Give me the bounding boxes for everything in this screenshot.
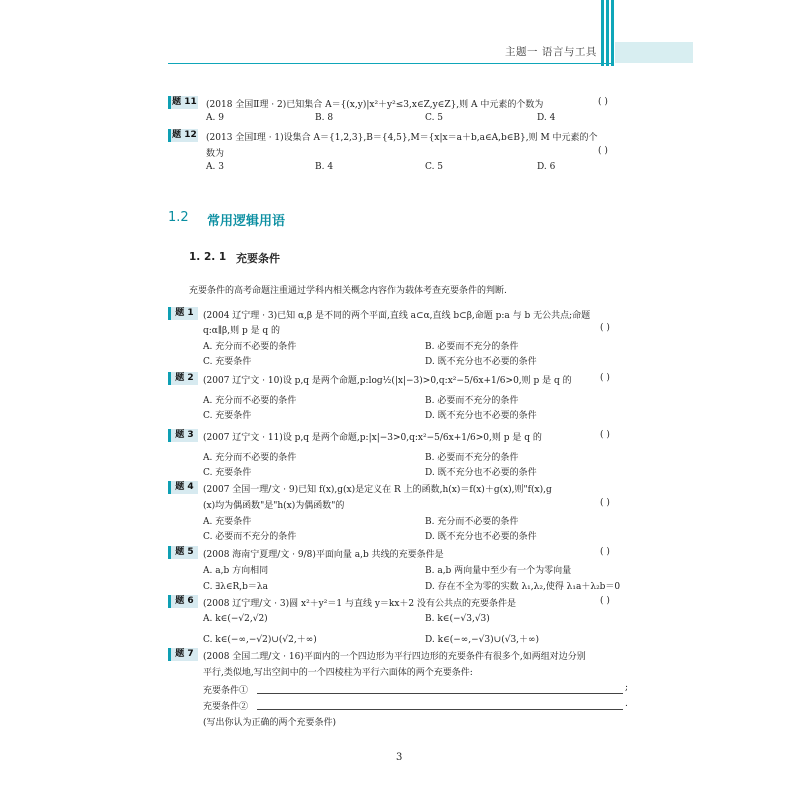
page-number: 3 [396,752,403,763]
problem-label: 题 1 [168,307,198,320]
option: B. 充分而不必要的条件 [425,517,519,527]
problem-text-cont: q:α∥β,则 p 是 q 的 [203,326,281,336]
fill-end: . [625,699,628,709]
problem-label: 题 6 [168,595,198,608]
option: B. k∈(−√3,√3) [425,614,490,624]
header-title: 主题一 语言与工具 [505,46,597,58]
option: A. a,b 方向相同 [203,566,269,576]
problem-text: (2008 全国二理/文 · 16)平面内的一个四边形为平行四边形的充要条件有很多个,如两组对边分别 [203,652,586,662]
fill-blank-1[interactable] [257,693,623,694]
problem-text: (2013 全国Ⅰ理 · 1)设集合 A＝{1,2,3},B＝{4,5},M＝{x|x＝a＋b,a∈A,b∈B},则 M 中元素的个 [206,133,598,143]
option: C. 充要条件 [203,357,252,367]
fill-blank-2[interactable] [257,709,623,710]
option: D. 存在不全为零的实数 λ₁,λ₂,使得 λ₁a＋λ₂b＝0 [425,582,621,592]
problem-label: 题 5 [168,546,198,559]
option: C. 必要而不充分的条件 [203,532,297,542]
problem-text-cont: 平行,类似地,写出空间中的一个四棱柱为平行六面体的两个充要条件: [203,668,473,678]
option: A. 充分而不必要的条件 [203,396,297,406]
option: A. 充要条件 [203,517,252,527]
option: C. 充要条件 [203,468,252,478]
problem-text: (2004 辽宁理 · 3)已知 α,β 是不同的两个平面,直线 a⊂α,直线 b⊂β,命题 p:a 与 b 无公共点;命题 [203,311,591,321]
option: A. 充分而不必要的条件 [203,453,297,463]
subsection-number: 1. 2. 1 [189,251,227,263]
option: A. k∈(−√2,√2) [203,614,268,624]
problem-label: 题 11 [168,96,198,109]
problem-text: (2018 全国Ⅱ理 · 2)已知集合 A＝{(x,y)|x²＋y²≤3,x∈Z,y∈Z},则 A 中元素的个数为 [206,100,544,110]
intro-text: 充要条件的高考命题注重通过学科内相关概念内容作为载体考查充要条件的判断. [189,286,507,296]
answer-blank: ( ) [600,596,610,606]
header-rule [168,63,611,64]
problem-label: 题 2 [168,372,198,385]
section-number: 1.2 [168,210,189,225]
option: B. 8 [315,113,334,123]
option: A. 3 [206,162,224,172]
answer-blank: ( ) [600,498,610,508]
problem-text: (2007 全国一理/文 · 9)已知 f(x),g(x)是定义在 R 上的函数,h(x)＝f(x)＋g(x),则"f(x),g [203,485,552,495]
subsection-title: 充要条件 [236,252,280,265]
problem-text: (2007 辽宁文 · 11)设 p,q 是两个命题,p:|x|−3>0,q:x²−5/6x+1/6>0,则 p 是 q 的 [203,433,542,443]
problem-text: (2008 辽宁理/文 · 3)圆 x²＋y²＝1 与直线 y＝kx＋2 没有公共点的充要条件是 [203,599,517,609]
option: C. k∈(−∞,−√2)∪(√2,＋∞) [203,635,317,645]
option: D. k∈(−∞,−√3)∪(√3,＋∞) [425,635,540,645]
option: D. 4 [537,113,556,123]
header-tab [615,42,693,63]
problem-label: 题 7 [168,648,198,661]
fill-label: 充要条件② [203,702,249,712]
problem-text-cont: (x)均为偶函数"是"h(x)为偶函数"的 [203,501,345,511]
option: B. 必要而不充分的条件 [425,342,519,352]
answer-blank: ( ) [600,547,610,557]
answer-blank: ( ) [600,323,610,333]
answer-blank: ( ) [598,97,608,107]
option: B. 必要而不充分的条件 [425,396,519,406]
fill-end: ; [625,683,629,693]
option: C. 充要条件 [203,411,252,421]
problem-label: 题 3 [168,429,198,442]
option: D. 6 [537,162,556,172]
option: B. 必要而不充分的条件 [425,453,519,463]
problem-label: 题 12 [168,129,198,142]
header-stripes [601,0,615,66]
section-title: 常用逻辑用语 [207,214,286,229]
option: C. 5 [425,113,444,123]
answer-blank: ( ) [600,373,610,383]
problem-label: 题 4 [168,481,198,494]
fill-note: (写出你认为正确的两个充要条件) [203,718,337,728]
problem-text-cont: 数为 [206,149,225,159]
option: C. ∃λ∈R,b＝λa [203,582,269,592]
option: B. 4 [315,162,334,172]
answer-blank: ( ) [598,146,608,156]
option: D. 既不充分也不必要的条件 [425,357,537,367]
option: D. 既不充分也不必要的条件 [425,468,537,478]
option: A. 充分而不必要的条件 [203,342,297,352]
answer-blank: ( ) [600,430,610,440]
option: C. 5 [425,162,444,172]
option: D. 既不充分也不必要的条件 [425,532,537,542]
option: B. a,b 两向量中至少有一个为零向量 [425,566,572,576]
option: A. 9 [206,113,224,123]
option: D. 既不充分也不必要的条件 [425,411,537,421]
fill-label: 充要条件① [203,686,249,696]
problem-text: (2007 辽宁文 · 10)设 p,q 是两个命题,p:log½(|x|−3)>0,q:x²−5/6x+1/6>0,则 p 是 q 的 [203,376,572,386]
problem-text: (2008 海南宁夏理/文 · 9/8)平面向量 a,b 共线的充要条件是 [203,550,444,560]
